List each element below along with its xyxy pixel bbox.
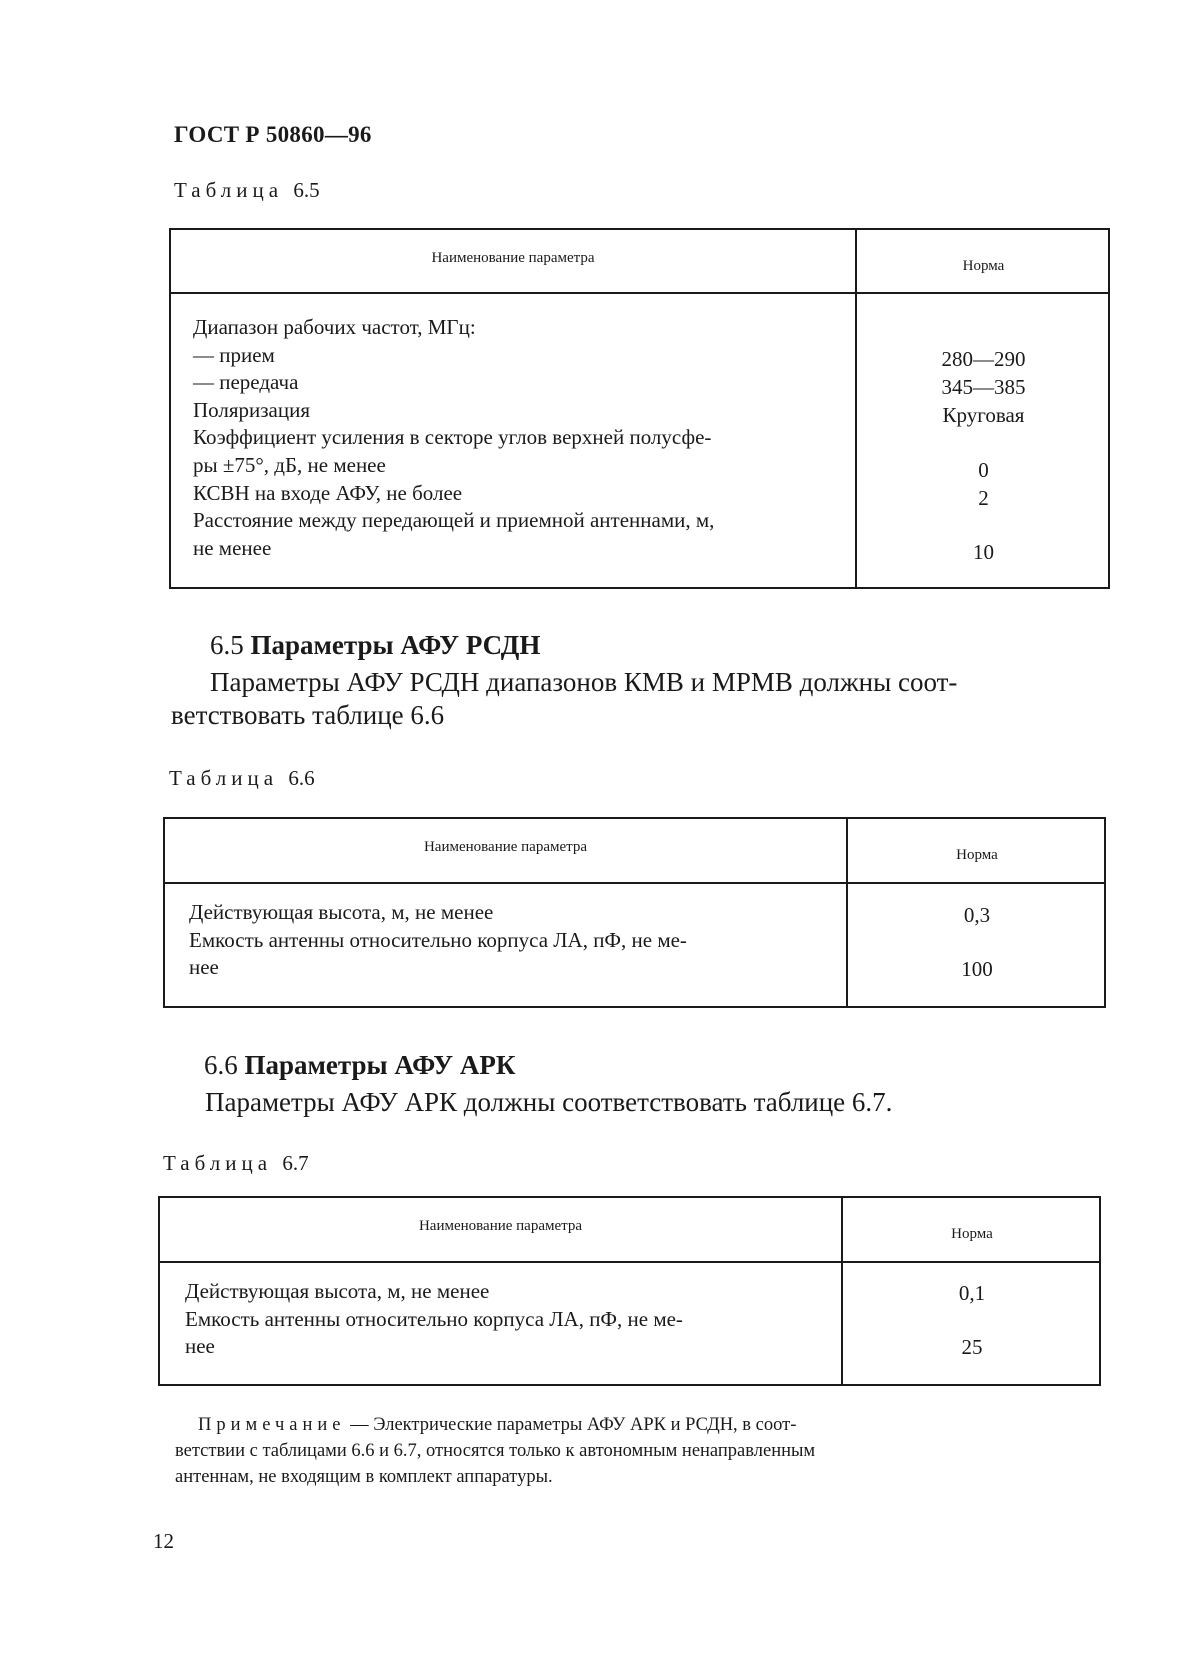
- param-line: Емкость антенны относительно корпуса ЛА, пФ, не ме-: [185, 1306, 683, 1331]
- param-line: не менее: [193, 535, 272, 560]
- param-line: Коэффициент усиления в секторе углов верхней полусфе-: [193, 425, 712, 450]
- document-code: ГОСТ Р 50860—96: [174, 122, 372, 147]
- norm-value: Круговая: [942, 403, 1025, 427]
- column-header-norm: Норма: [951, 1226, 993, 1242]
- section-number: 6.5: [210, 630, 244, 660]
- table-caption-word: Таблица: [174, 178, 284, 202]
- param-line: Поляризация: [193, 397, 311, 422]
- column-header-norm: Норма: [956, 847, 998, 863]
- norm-value: 100: [961, 957, 993, 981]
- section-6-5-body-line2: ветствовать таблице 6.6: [171, 700, 445, 730]
- note-line: [198, 1412, 1088, 1438]
- table-6-7-caption: [163, 1151, 309, 1176]
- norm-value: 0,1: [958, 1281, 986, 1305]
- param-line: Действующая высота, м, не менее: [189, 900, 494, 924]
- table-caption-number: 6.7: [282, 1151, 309, 1175]
- section-heading: Параметры АФУ РСДН: [250, 630, 541, 660]
- table-6-5-caption: [174, 178, 320, 203]
- table-caption-number: 6.6: [288, 766, 315, 790]
- param-line: Расстояние между передающей и приемной антеннами, м,: [193, 508, 715, 533]
- parameter-list: [193, 314, 714, 562]
- norm-value: 25: [961, 1335, 983, 1359]
- param-line: нее: [185, 1334, 215, 1359]
- section-heading: Параметры АФУ АРК: [244, 1050, 516, 1080]
- norm-value: 0,3: [963, 903, 991, 927]
- parameter-list: [189, 899, 687, 982]
- table-6-7: [158, 1196, 1101, 1386]
- section-6-6-body-line1: Параметры АФУ АРК должны соответствовать таблице 6.7.: [205, 1087, 893, 1117]
- parameter-list: [185, 1278, 683, 1361]
- param-line: — передача: [193, 370, 299, 395]
- norm-value: 280—290: [941, 347, 1026, 371]
- param-line: Диапазон рабочих частот, МГц:: [193, 315, 476, 339]
- norm-value: 0: [978, 458, 989, 482]
- section-6-5-title: [210, 630, 540, 661]
- table-6-6: [163, 817, 1106, 1008]
- column-header-parameter: Наименование параметра: [423, 839, 588, 855]
- section-6-6-title: [204, 1050, 515, 1081]
- note-line: ветствии с таблицами 6.6 и 6.7, относятся только к автономным ненаправленным: [175, 1441, 816, 1461]
- param-line: ры ±75°, дБ, не менее: [193, 452, 386, 477]
- table-6-6-caption: [169, 766, 315, 791]
- note: [175, 1412, 1088, 1490]
- note-text: — Электрические параметры АФУ АРК и РСДН, в соот-: [350, 1415, 797, 1435]
- table-caption-word: Таблица: [169, 766, 279, 790]
- section-number: 6.6: [204, 1050, 238, 1080]
- param-line: — прием: [193, 342, 275, 367]
- param-line: нее: [189, 955, 219, 980]
- column-header-parameter: Наименование параметра: [418, 1218, 583, 1234]
- section-6-5-body-line1: Параметры АФУ РСДН диапазонов КМВ и МРМВ должны соот-: [210, 667, 958, 697]
- norm-value: 10: [973, 540, 994, 564]
- table-caption-number: 6.5: [293, 178, 320, 202]
- param-line: КСВН на входе АФУ, не более: [193, 480, 463, 505]
- norm-value: 345—385: [941, 375, 1026, 399]
- norm-value: 2: [978, 486, 989, 510]
- param-line: Действующая высота, м, не менее: [185, 1279, 490, 1303]
- table-caption-word: Таблица: [163, 1151, 273, 1175]
- table-6-5: [169, 228, 1110, 589]
- column-header-norm: Норма: [962, 258, 1005, 274]
- note-line: антеннам, не входящим в комплект аппаратуры.: [175, 1467, 553, 1487]
- note-label: Примечание: [198, 1415, 346, 1435]
- page-number: 12: [153, 1529, 174, 1553]
- column-header-parameter: Наименование параметра: [431, 250, 595, 266]
- param-line: Емкость антенны относительно корпуса ЛА, пФ, не ме-: [189, 927, 687, 952]
